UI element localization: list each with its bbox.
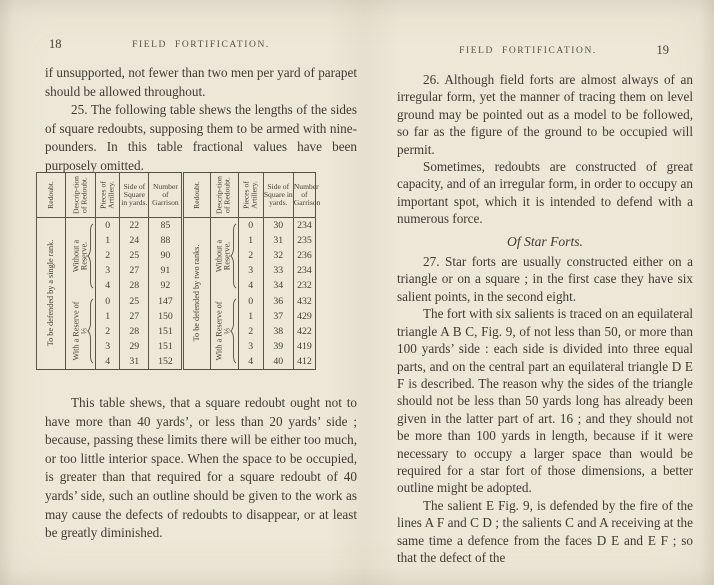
column-header-pieces-label: Pieces of Artillery.: [98, 181, 116, 209]
paragraph-27: 27. Star forts are usually constructed either on a triangle or on a square ; in the first case they have six salient points, in the second eight.: [397, 254, 693, 304]
cell-side: 27: [120, 309, 149, 324]
cell-side: 28: [120, 324, 149, 339]
cell-pieces: 0: [238, 293, 263, 308]
cell-side: 24: [120, 233, 149, 248]
brace-icon: [87, 298, 94, 364]
cell-pieces: 2: [238, 324, 263, 339]
column-header-description-label: Descrip-tion of Redoubt.: [71, 176, 89, 214]
left-running-header: [45, 37, 357, 56]
column-header-pieces: [238, 173, 263, 218]
cell-garrison: 234: [293, 263, 315, 278]
cell-garrison: 235: [293, 233, 315, 248]
cell-side: 30: [263, 218, 293, 233]
row-group-label: [183, 218, 210, 370]
right-page-number: 19: [656, 43, 669, 57]
right-running-header: [397, 43, 693, 62]
paragraph-table-summary: This table shews, that a square redoubt ought not to have more than 40 yards’, or less than 20 yards’ side ; because, passing these limits there will be either too much, or too little interior space. When the space to be occupied, is greater than that required for a square redoubt of 40 yards’ side, such an outline should be given to the work as may cause the defects of redoubts to disappear, or at least be greatly diminished.: [45, 395, 357, 541]
cell-side: 31: [120, 354, 149, 369]
cell-side: 39: [263, 339, 293, 354]
right-header-title: FIELD FORTIFICATION.: [459, 46, 597, 56]
description-label-text: Without a Reserve.: [214, 239, 233, 272]
cell-side: 32: [263, 248, 293, 263]
description-label-text: With a Reserve of ⅓: [71, 301, 89, 361]
description-label: [66, 218, 96, 294]
cell-pieces: 1: [238, 309, 263, 324]
column-header-redoubt: [37, 173, 66, 218]
cell-side: 36: [263, 293, 293, 308]
cell-pieces: 0: [96, 293, 120, 308]
cell-garrison: 90: [149, 248, 183, 263]
cell-garrison: 85: [149, 218, 183, 233]
cell-pieces: 0: [96, 218, 120, 233]
cell-pieces: 4: [96, 278, 120, 293]
column-header-pieces: [96, 173, 120, 218]
cell-pieces: 1: [96, 309, 120, 324]
cell-garrison: 232: [293, 278, 315, 293]
cell-garrison: 236: [293, 248, 315, 263]
right-page-body: [397, 71, 693, 566]
brace-icon: [87, 223, 94, 289]
paragraph-six-salients: The fort with six salients is traced on an equilateral triangle A B C, Fig. 9, of not less than 50, or more than 100 yards’ side : each side is divided into three equal parts, and on the central part an equilateral triangle D E F is described. The reason why the sides of the triangle should not be less than 50 yards long has already been given in the latter part of art. 16 ; and they should not be more than 100 yards in length, because if it were necessary to occupy a larger space than would be required for a star fort of those dimensions, a better outline might be adopted.: [397, 306, 693, 496]
cell-pieces: 3: [96, 339, 120, 354]
paragraph-continuation: if unsupported, not fewer than two men per yard of parapet should be allowed throughout.: [45, 65, 357, 99]
column-header-number: Number of Garrison: [149, 173, 183, 218]
description-label: [66, 293, 96, 369]
cell-side: 22: [120, 218, 149, 233]
redoubt-garrison-table: [36, 172, 321, 373]
column-header-redoubt: [183, 173, 210, 218]
cell-garrison: 150: [149, 309, 183, 324]
paragraph-26: 26. Although field forts are almost always of an irregular form, yet the manner of tracing them on level ground may be pointed out as a model to be followed, so far as the figure of the ground to be occupied will permit.: [397, 72, 693, 157]
cell-side: 25: [120, 293, 149, 308]
cell-pieces: 4: [238, 278, 263, 293]
brace-icon: [230, 223, 237, 289]
cell-side: 27: [120, 263, 149, 278]
row-group-label: [37, 218, 66, 370]
cell-pieces: 3: [96, 263, 120, 278]
column-header-pieces-label: Pieces of Artillery.: [241, 181, 259, 209]
cell-pieces: 4: [96, 354, 120, 369]
cell-side: 31: [263, 233, 293, 248]
cell-garrison: 151: [149, 339, 183, 354]
column-header-description: [210, 173, 238, 218]
cell-garrison: 152: [149, 354, 183, 369]
column-header-description: [66, 173, 96, 218]
cell-side: 40: [263, 354, 293, 369]
cell-garrison: 151: [149, 324, 183, 339]
cell-side: 28: [120, 278, 149, 293]
row-group-label-text: To be defended by two ranks.: [191, 245, 201, 342]
cell-pieces: 1: [96, 233, 120, 248]
cell-side: 38: [263, 324, 293, 339]
cell-garrison: 429: [293, 309, 315, 324]
cell-pieces: 2: [238, 248, 263, 263]
column-header-redoubt-label: Redoubt.: [191, 181, 201, 209]
left-page-number: 18: [49, 37, 62, 51]
cell-side: 29: [120, 339, 149, 354]
paragraph-sometimes: Sometimes, redoubts are constructed of great capacity, and of an irregular form, in order to occupy an important spot, which it is intended to defend with a numerous force.: [397, 159, 693, 227]
cell-pieces: 1: [238, 233, 263, 248]
section-heading-star-forts: Of Star Forts.: [507, 233, 583, 249]
column-header-description-label: Descrip-tion of Redoubt.: [214, 176, 233, 214]
cell-garrison: 147: [149, 293, 183, 308]
cell-pieces: 2: [96, 324, 120, 339]
cell-garrison: 419: [293, 339, 315, 354]
cell-garrison: 88: [149, 233, 183, 248]
left-page-body: [45, 64, 357, 175]
cell-pieces: 4: [238, 354, 263, 369]
column-header-redoubt-label: Redoubt.: [45, 181, 55, 209]
cell-garrison: 422: [293, 324, 315, 339]
cell-side: 37: [263, 309, 293, 324]
cell-garrison: 92: [149, 278, 183, 293]
left-header-title: FIELD FORTIFICATION.: [132, 40, 270, 50]
cell-side: 25: [120, 248, 149, 263]
redoubt-table: [36, 172, 321, 370]
brace-icon: [230, 298, 237, 364]
cell-garrison: 412: [293, 354, 315, 369]
description-label-text: Without a Reserve.: [71, 239, 89, 272]
description-label: [210, 293, 238, 369]
cell-pieces: 0: [238, 218, 263, 233]
cell-pieces: 3: [238, 263, 263, 278]
cell-garrison: 91: [149, 263, 183, 278]
cell-garrison: 432: [293, 293, 315, 308]
cell-pieces: 2: [96, 248, 120, 263]
cell-side: 34: [263, 278, 293, 293]
cell-side: 33: [263, 263, 293, 278]
cell-pieces: 3: [238, 339, 263, 354]
row-group-label-text: To be defended by a single rank.: [45, 240, 55, 347]
cell-garrison: 234: [293, 218, 315, 233]
column-header-number: Number of Garrison: [293, 173, 315, 218]
description-label: [210, 218, 238, 294]
column-header-side: Side of Square in yards.: [263, 173, 293, 218]
paragraph-salient-e: The salient E Fig. 9, is defended by the fire of the lines A F and C D ; the salients C and A receiving at the same time a defence from the faces D E and E F ; so that the defect of the: [397, 497, 693, 565]
description-label-text: With a Reserve of ⅓: [214, 301, 233, 361]
paragraph-25: 25. The following table shews the lengths of the sides of square redoubts, supposing them to be armed with nine-pounders. In this table fractional values have been purposely omitted.: [45, 102, 357, 173]
column-header-side: Side of Square in yards.: [120, 173, 149, 218]
